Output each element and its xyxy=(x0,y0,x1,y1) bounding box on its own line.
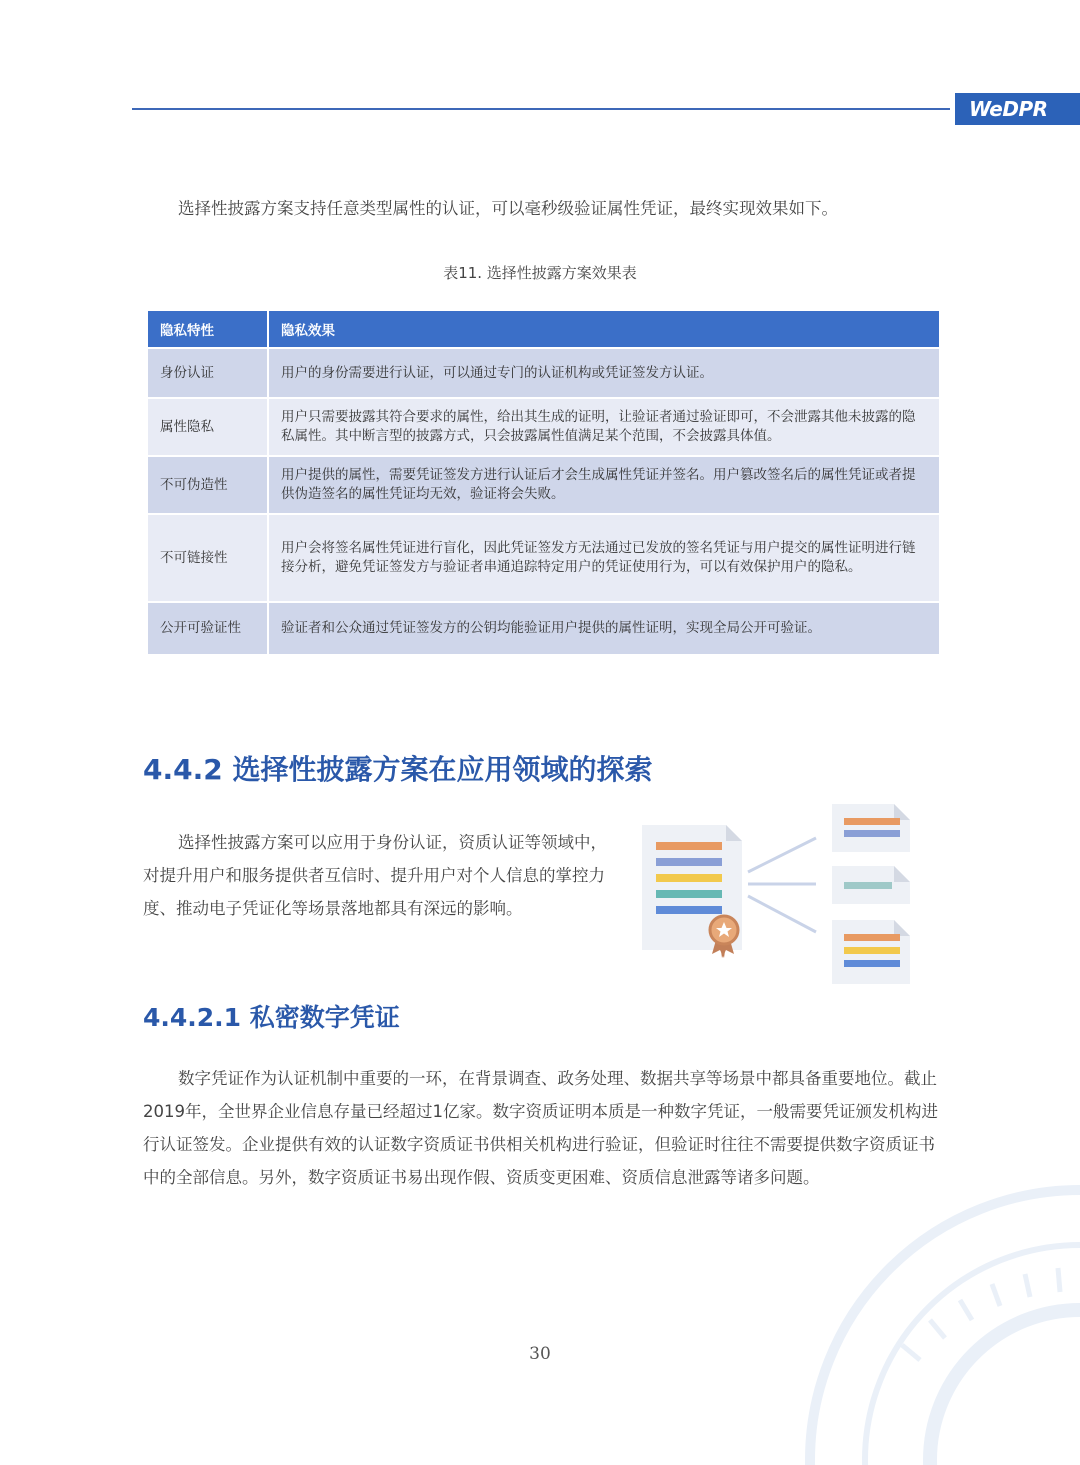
feature-cell: 不可链接性 xyxy=(148,514,268,602)
badge-icon xyxy=(710,916,738,958)
page-number: 30 xyxy=(529,1344,551,1364)
table-row xyxy=(148,602,939,654)
section-heading: 4.4.2 选择性披露方案在应用领域的探索 xyxy=(143,753,653,786)
arrow-icon xyxy=(748,838,816,932)
effect-cell: 用户的身份需要进行认证，可以通过专门的认证机构或凭证签发方认证。 xyxy=(268,348,939,398)
privacy-effects-table xyxy=(148,311,939,654)
effect-cell: 用户只需要披露其符合要求的属性，给出其生成的证明，让验证者通过验证即可，不会泄露其他未披露的隐私属性。其中断言型的披露方式，只会披露属性值满足某个范围，不会披露具体值。 xyxy=(268,398,939,456)
document-icon xyxy=(832,920,910,984)
header-rule xyxy=(132,108,950,110)
effect-cell: 验证者和公众通过凭证签发方的公钥均能验证用户提供的属性证明，实现全局公开可验证。 xyxy=(268,602,939,654)
subsection-paragraph: 数字凭证作为认证机制中重要的一环，在背景调查、政务处理、数据共享等场景中都具备重要地位。截止2019年，全世界企业信息存量已经超过1亿家。数字资质证明本质是一种数字凭证，一般需要凭证颁发机构进行认证签发。企业提供有效的认证数字资质证书供相关机构进行验证，但验证时往往不需要提供数字资质证书中的全部信息。另外，数字资质证书易出现作假、资质变更困难、资质信息泄露等诸多问题。 xyxy=(143,1069,938,1187)
effect-cell: 用户提供的属性，需要凭证签发方进行认证后才会生成属性凭证并签名。用户篡改签名后的属性凭证或者提供伪造签名的属性凭证均无效，验证将会失败。 xyxy=(268,456,939,514)
intro-paragraph: 选择性披露方案支持任意类型属性的认证，可以毫秒级验证属性凭证，最终实现效果如下。 xyxy=(178,199,838,218)
feature-cell: 身份认证 xyxy=(148,348,268,398)
table-row xyxy=(148,348,939,398)
brand-logo: WeDPR xyxy=(955,93,1080,125)
feature-cell: 公开可验证性 xyxy=(148,602,268,654)
feature-cell: 不可伪造性 xyxy=(148,456,268,514)
subsection-heading: 4.4.2.1 私密数字凭证 xyxy=(143,1003,400,1032)
table-row xyxy=(148,514,939,602)
table-row xyxy=(148,398,939,456)
table-header-row xyxy=(148,311,939,348)
watermark-dial xyxy=(780,1160,1080,1465)
document-icon xyxy=(832,804,910,852)
header-effect: 隐私效果 xyxy=(268,311,939,348)
header-feature: 隐私特性 xyxy=(148,311,268,348)
document-icon xyxy=(832,866,910,904)
table-caption: 表11. 选择性披露方案效果表 xyxy=(443,264,637,282)
table-row xyxy=(148,456,939,514)
section-paragraph: 选择性披露方案可以应用于身份认证，资质认证等领域中，对提升用户和服务提供者互信时、提升用户对个人信息的掌控力度、推动电子凭证化等场景落地都具有深远的影响。 xyxy=(143,833,607,918)
certificate-illustration xyxy=(636,800,926,990)
effect-cell: 用户会将签名属性凭证进行盲化，因此凭证签发方无法通过已发放的签名凭证与用户提交的属性证明进行链接分析，避免凭证签发方与验证者串通追踪特定用户的凭证使用行为，可以有效保护用户的隐私。 xyxy=(268,514,939,602)
feature-cell: 属性隐私 xyxy=(148,398,268,456)
